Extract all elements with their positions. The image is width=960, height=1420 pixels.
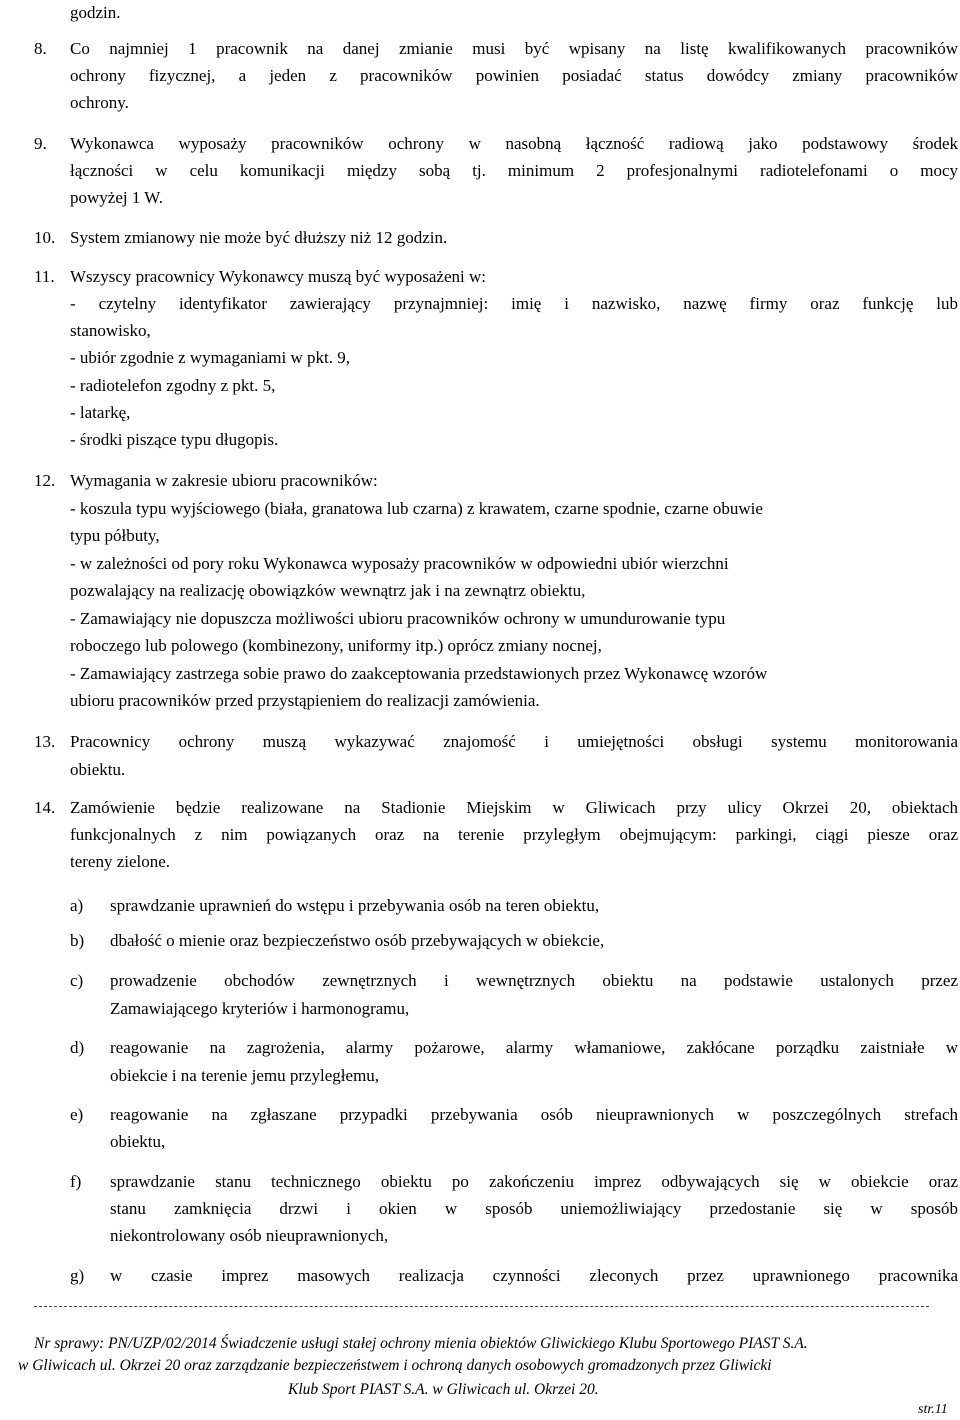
item-12-line-7: roboczego lub polowego (kombinezony, uniformy itp.) oprócz zmiany nocnej, [70,636,602,655]
page-number: str.11 [918,1402,948,1417]
footer-separator [34,1306,929,1307]
item-12-line-9: ubioru pracowników przed przystąpieniem do realizacji zamówienia. [70,691,540,710]
subitem-g-line-1: w czasie imprez masowych realizacja czynności zleconych przez uprawnionego pracownika [110,1266,958,1285]
subitem-letter: a) [70,896,84,915]
item-14-line-3: tereny zielone. [70,852,171,871]
subitem-e-line-1: reagowanie na zgłaszane przypadki przebywania osób nieuprawnionych w poszczególnych strefach [110,1105,958,1124]
item-11-line-7: - środki piszące typu długopis. [70,430,279,449]
footer-line-2: w Gliwicach ul. Okrzei 20 oraz zarządzanie bezpieczeństwem i ochroną danych osobowych gromadzonych przez Gliwicki [18,1357,772,1374]
item-9-line-3: powyżej 1 W. [70,188,164,207]
item-12-line-5: pozwalający na realizację obowiązków wewnątrz jak i na zewnątrz obiektu, [70,581,586,600]
subitem-d-line-1: reagowanie na zagrożenia, alarmy pożarowe, alarmy włamaniowe, zakłócane porządku zaistniałe w [110,1038,958,1057]
item-11-line-5: - radiotelefon zgodny z pkt. 5, [70,376,276,395]
item-8-line-2: ochrony fizycznej, a jeden z pracowników powinien posiadać status dowódcy zmiany pracowników [70,66,958,85]
item-13-line-2: obiektu. [70,760,126,779]
item-9-line-1: Wykonawca wyposaży pracowników ochrony w nasobną łączność radiową jako podstawowy środek [70,134,958,153]
footer-line-3: Klub Sport PIAST S.A. w Gliwicach ul. Okrzei 20. [288,1381,599,1398]
item-11-line-3: stanowisko, [70,321,151,340]
item-number: 14. [34,798,56,817]
subitem-b-line-1: dbałość o mienie oraz bezpieczeństwo osób przebywających w obiekcie, [110,931,605,950]
subitem-f-line-2: stanu zamknięcia drzwi i okien w sposób uniemożliwiający przedostanie się w sposób [110,1199,958,1218]
item-number: 10. [34,228,56,247]
subitem-letter: f) [70,1172,82,1191]
item-12-line-6: - Zamawiający nie dopuszcza możliwości ubioru pracowników ochrony w umundurowanie typu [70,609,726,628]
item-number: 8. [34,39,47,58]
subitem-e-line-2: obiektu, [110,1132,166,1151]
subitem-c-line-1: prowadzenie obchodów zewnętrznych i wewnętrznych obiektu na podstawie ustalonych przez [110,971,958,990]
item-12-line-2: - koszula typu wyjściowego (biała, granatowa lub czarna) z krawatem, czarne spodnie, czarne obuwie [70,499,763,518]
subitem-f-line-1: sprawdzanie stanu technicznego obiektu po zakończeniu imprez odbywających się w obiekcie oraz [110,1172,958,1191]
item-12-line-1: Wymagania w zakresie ubioru pracowników: [70,471,378,490]
subitem-letter: d) [70,1038,85,1057]
subitem-letter: b) [70,931,85,950]
continuation-line: godzin. [70,3,121,22]
subitem-letter: g) [70,1266,85,1285]
item-11-line-1: Wszyscy pracownicy Wykonawcy muszą być wyposażeni w: [70,267,486,286]
subitem-letter: c) [70,971,84,990]
item-11-line-6: - latarkę, [70,403,131,422]
subitem-d-line-2: obiekcie i na terenie jemu przyległemu, [110,1066,380,1085]
item-12-line-8: - Zamawiający zastrzega sobie prawo do zaakceptowania przedstawionych przez Wykonawcę wzorów [70,664,768,683]
item-8-line-1: Co najmniej 1 pracownik na danej zmianie musi być wpisany na listę kwalifikowanych pracowników [70,39,958,58]
footer-line-1: Nr sprawy: PN/UZP/02/2014 Świadczenie usługi stałej ochrony mienia obiektów Gliwickiego Klubu Sportowego PIAST S.A. [34,1335,808,1352]
item-12-line-4: - w zależności od pory roku Wykonawca wyposaży pracowników w odpowiedni ubiór wierzchni [70,554,729,573]
item-11-line-4: - ubiór zgodnie z wymaganiami w pkt. 9, [70,348,350,367]
subitem-a-line-1: sprawdzanie uprawnień do wstępu i przebywania osób na teren obiektu, [110,896,600,915]
item-10-line-1: System zmianowy nie może być dłuższy niż 12 godzin. [70,228,448,247]
item-11-line-2: - czytelny identyfikator zawierający przynajmniej: imię i nazwisko, nazwę firmy oraz funkcję lub [70,294,958,313]
item-14-line-1: Zamówienie będzie realizowane na Stadionie Miejskim w Gliwicach przy ulicy Okrzei 20, obiektach [70,798,958,817]
item-14-line-2: funkcjonalnych z nim powiązanych oraz na terenie przyległym obejmującym: parkingi, ciągi piesze oraz [70,825,958,844]
item-number: 13. [34,732,56,751]
subitem-letter: e) [70,1105,84,1124]
item-8-line-3: ochrony. [70,93,129,112]
item-9-line-2: łączności w celu komunikacji między sobą tj. minimum 2 profesjonalnymi radiotelefonami o mocy [70,161,958,180]
subitem-c-line-2: Zamawiającego kryteriów i harmonogramu, [110,999,410,1018]
item-number: 9. [34,134,47,153]
item-number: 11. [34,267,55,286]
item-number: 12. [34,471,56,490]
item-12-line-3: typu półbuty, [70,526,160,545]
subitem-f-line-3: niekontrolowany osób nieuprawnionych, [110,1226,389,1245]
item-13-line-1: Pracownicy ochrony muszą wykazywać znajomość i umiejętności obsługi systemu monitorowania [70,732,958,751]
